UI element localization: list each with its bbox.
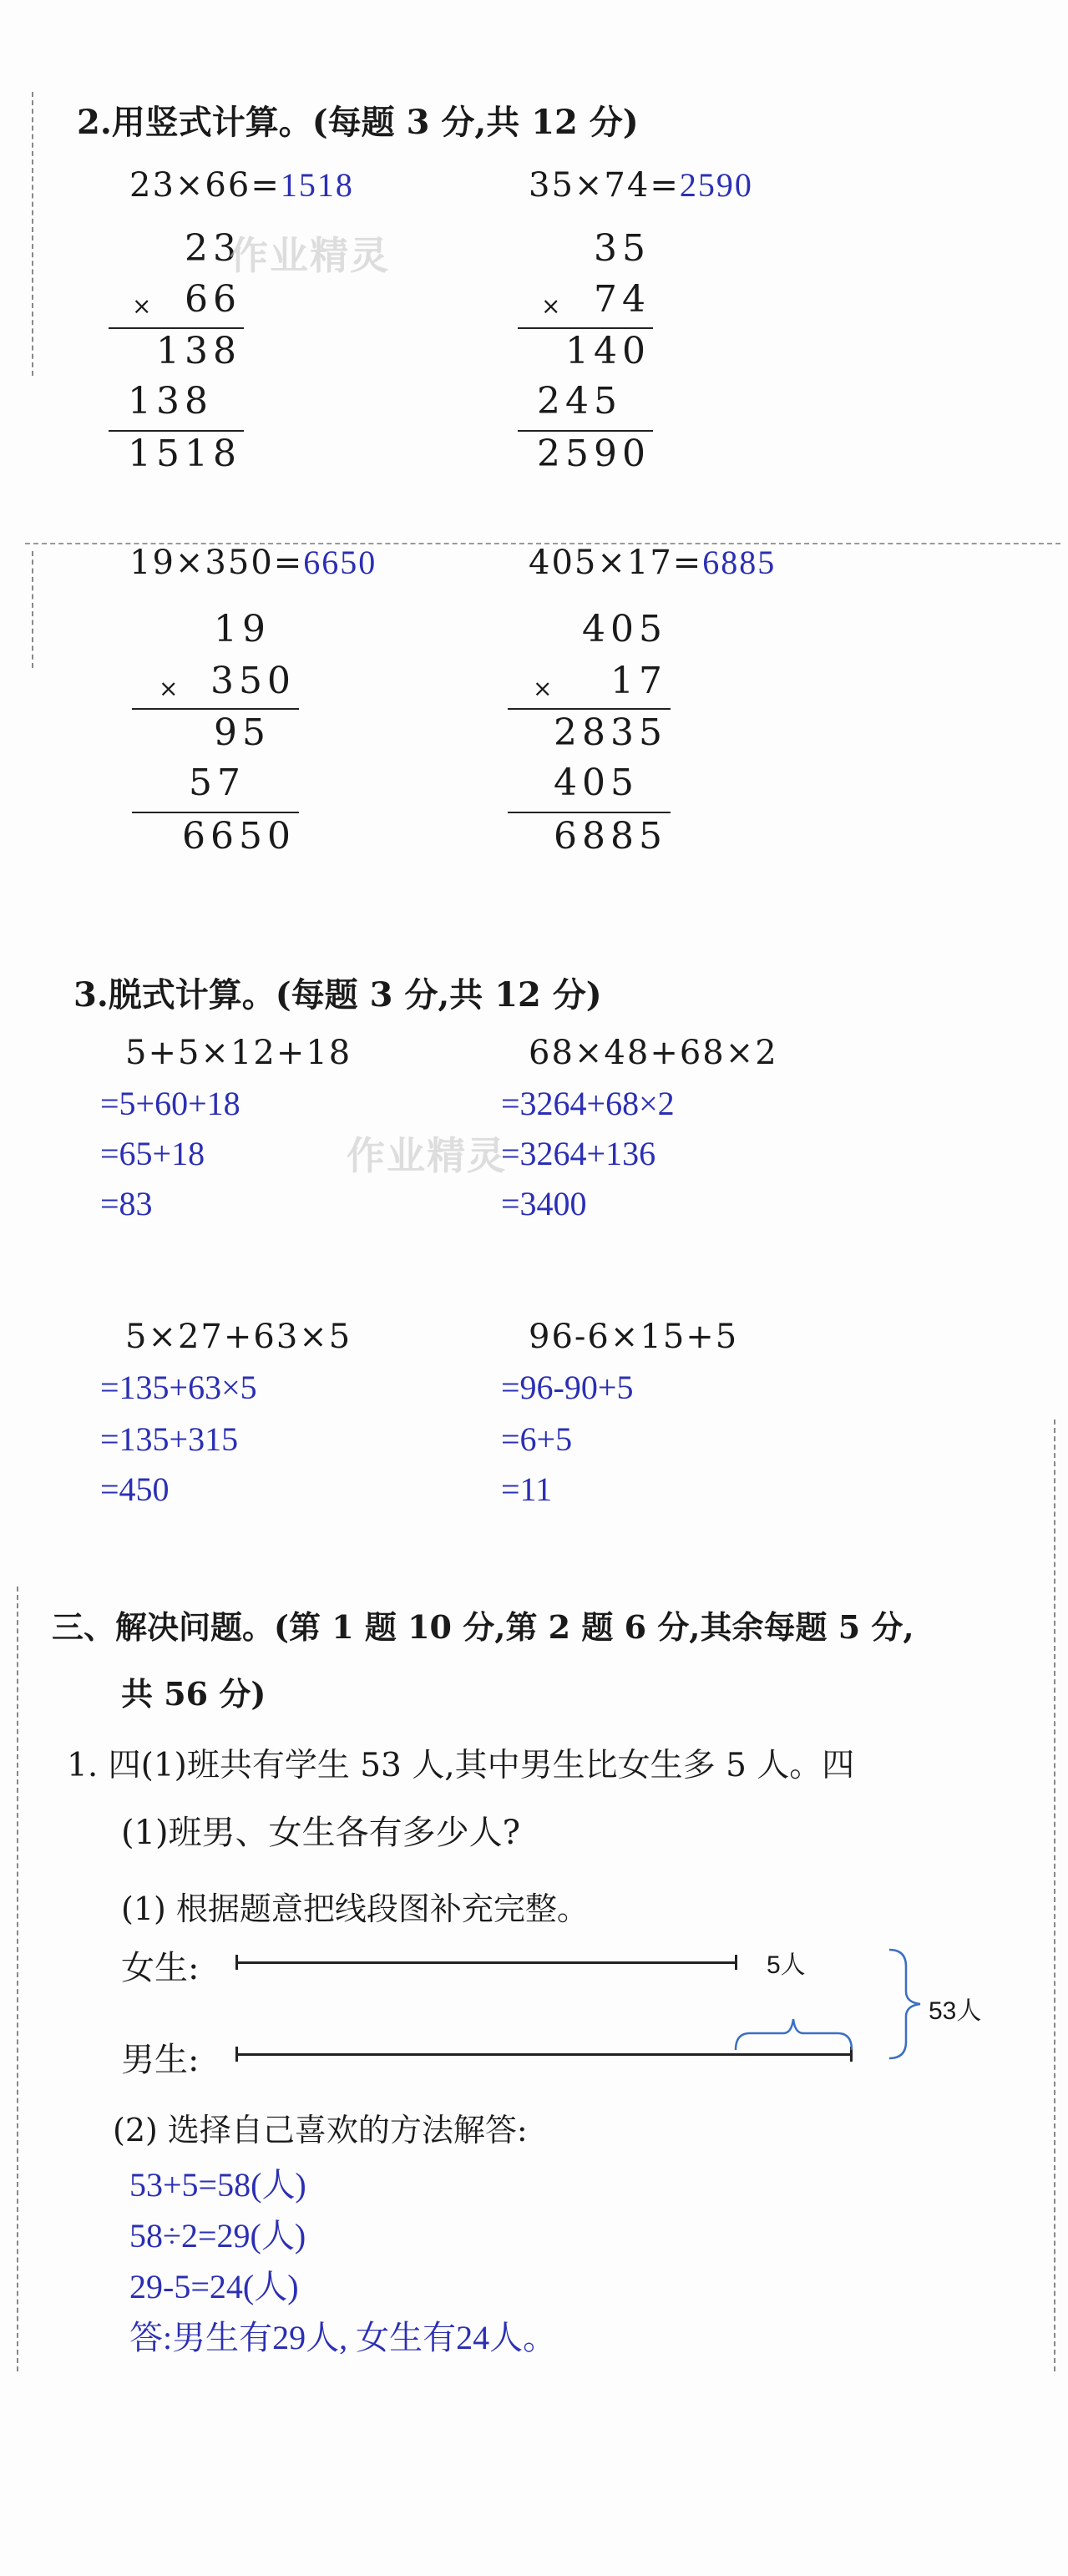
multiplicand: 19 bbox=[214, 608, 271, 650]
solution-step: =135+63×5 bbox=[100, 1369, 257, 1406]
problem-expression: 405×17=6885 bbox=[529, 544, 777, 582]
problem-expression: 5+5×12+18 bbox=[125, 1034, 352, 1072]
product: 6885 bbox=[554, 815, 667, 858]
section2-heading: 2.用竖式计算。(每题 3 分,共 12 分) bbox=[77, 103, 639, 142]
multiplicand: 23 bbox=[185, 227, 241, 270]
solution-step: =3400 bbox=[501, 1185, 587, 1222]
answer: 6650 bbox=[303, 544, 377, 581]
margin-dash-line bbox=[32, 92, 33, 376]
times-sign: × bbox=[541, 292, 561, 320]
margin-dash-line bbox=[32, 551, 33, 668]
times-sign: × bbox=[132, 292, 152, 320]
multiplicand: 405 bbox=[582, 608, 667, 650]
rule-line bbox=[132, 812, 299, 813]
solution-step: =3264+68×2 bbox=[501, 1085, 675, 1122]
rule-line bbox=[132, 708, 299, 710]
watermark: 作业精灵 bbox=[347, 1133, 507, 1178]
product: 2590 bbox=[537, 433, 650, 475]
problem-expression: 5×27+63×5 bbox=[125, 1318, 352, 1356]
girls-label: 女生: bbox=[121, 1949, 200, 1987]
part3-heading: 三、解决问题。(第 1 题 10 分,第 2 题 6 分,其余每题 5 分, bbox=[52, 1608, 914, 1646]
multiplier: 66 bbox=[185, 278, 241, 321]
multiplier: 17 bbox=[610, 660, 667, 702]
rule-line bbox=[109, 430, 244, 432]
answer: 2590 bbox=[679, 166, 753, 204]
section3-heading: 3.脱式计算。(每题 3 分,共 12 分) bbox=[73, 975, 602, 1015]
question-text-cont: (1)班男、女生各有多少人? bbox=[121, 1814, 521, 1852]
answer: 6885 bbox=[702, 544, 777, 581]
solution-step: =450 bbox=[100, 1470, 170, 1508]
subquestion-1: (1) 根据题意把线段图补充完整。 bbox=[121, 1890, 589, 1927]
solution-step: =5+60+18 bbox=[100, 1085, 240, 1122]
partial-product: 138 bbox=[156, 330, 241, 372]
partial-product: 138 bbox=[128, 380, 213, 423]
partial-product: 405 bbox=[554, 762, 639, 804]
solution-step: =83 bbox=[100, 1185, 153, 1222]
total-brace bbox=[885, 1946, 927, 2062]
rule-line bbox=[518, 430, 653, 432]
boys-label: 男生: bbox=[121, 2041, 200, 2079]
subquestion-2: (2) 选择自己喜欢的方法解答: bbox=[113, 2112, 528, 2148]
segment-tick bbox=[735, 1955, 737, 1970]
times-sign: × bbox=[533, 675, 553, 702]
rule-line bbox=[508, 708, 671, 710]
solution-step: =96-90+5 bbox=[501, 1369, 634, 1406]
rule-line bbox=[508, 812, 671, 813]
margin-dash-line bbox=[17, 1587, 18, 2371]
problem-expression: 35×74=2590 bbox=[529, 166, 753, 205]
margin-dash-line bbox=[1054, 1420, 1055, 2371]
solution-step: =135+315 bbox=[100, 1420, 239, 1458]
problem-expression: 19×350=6650 bbox=[129, 544, 377, 582]
partial-product: 140 bbox=[565, 330, 650, 372]
solution-step: =65+18 bbox=[100, 1135, 205, 1172]
times-sign: × bbox=[159, 675, 179, 702]
part3-heading-cont: 共 56 分) bbox=[121, 1675, 266, 1713]
multiplicand: 35 bbox=[594, 227, 650, 270]
total-label: 53人 bbox=[929, 1997, 982, 2025]
partial-product: 57 bbox=[189, 762, 245, 804]
watermark: 作业精灵 bbox=[230, 233, 390, 278]
solution-step: =3264+136 bbox=[501, 1135, 656, 1172]
solution-step: 29-5=24(人) bbox=[129, 2268, 299, 2305]
answer-sentence: 答:男生有29人, 女生有24人。 bbox=[129, 2319, 557, 2356]
multiplier: 74 bbox=[594, 278, 650, 321]
solution-step: 58÷2=29(人) bbox=[129, 2217, 306, 2255]
product: 1518 bbox=[128, 433, 241, 475]
problem-expression: 23×66=1518 bbox=[129, 166, 354, 205]
problem-expression: 68×48+68×2 bbox=[529, 1034, 778, 1072]
partial-product: 95 bbox=[214, 711, 271, 754]
difference-brace bbox=[733, 2012, 854, 2054]
rule-line bbox=[518, 327, 653, 329]
answer: 1518 bbox=[280, 166, 354, 204]
solution-step: =11 bbox=[501, 1470, 553, 1508]
multiplier: 350 bbox=[210, 660, 296, 702]
product: 6650 bbox=[182, 815, 296, 858]
solution-step: 53+5=58(人) bbox=[129, 2166, 306, 2204]
problem-expression: 96-6×15+5 bbox=[529, 1318, 739, 1356]
solution-step: =6+5 bbox=[501, 1420, 573, 1458]
rule-line bbox=[109, 327, 244, 329]
question-text: 1. 四(1)班共有学生 53 人,其中男生比女生多 5 人。四 bbox=[67, 1747, 855, 1784]
partial-product: 2835 bbox=[554, 711, 667, 754]
partial-product: 245 bbox=[537, 380, 622, 423]
girls-segment bbox=[235, 1961, 736, 1964]
difference-label: 5人 bbox=[767, 1951, 806, 1979]
